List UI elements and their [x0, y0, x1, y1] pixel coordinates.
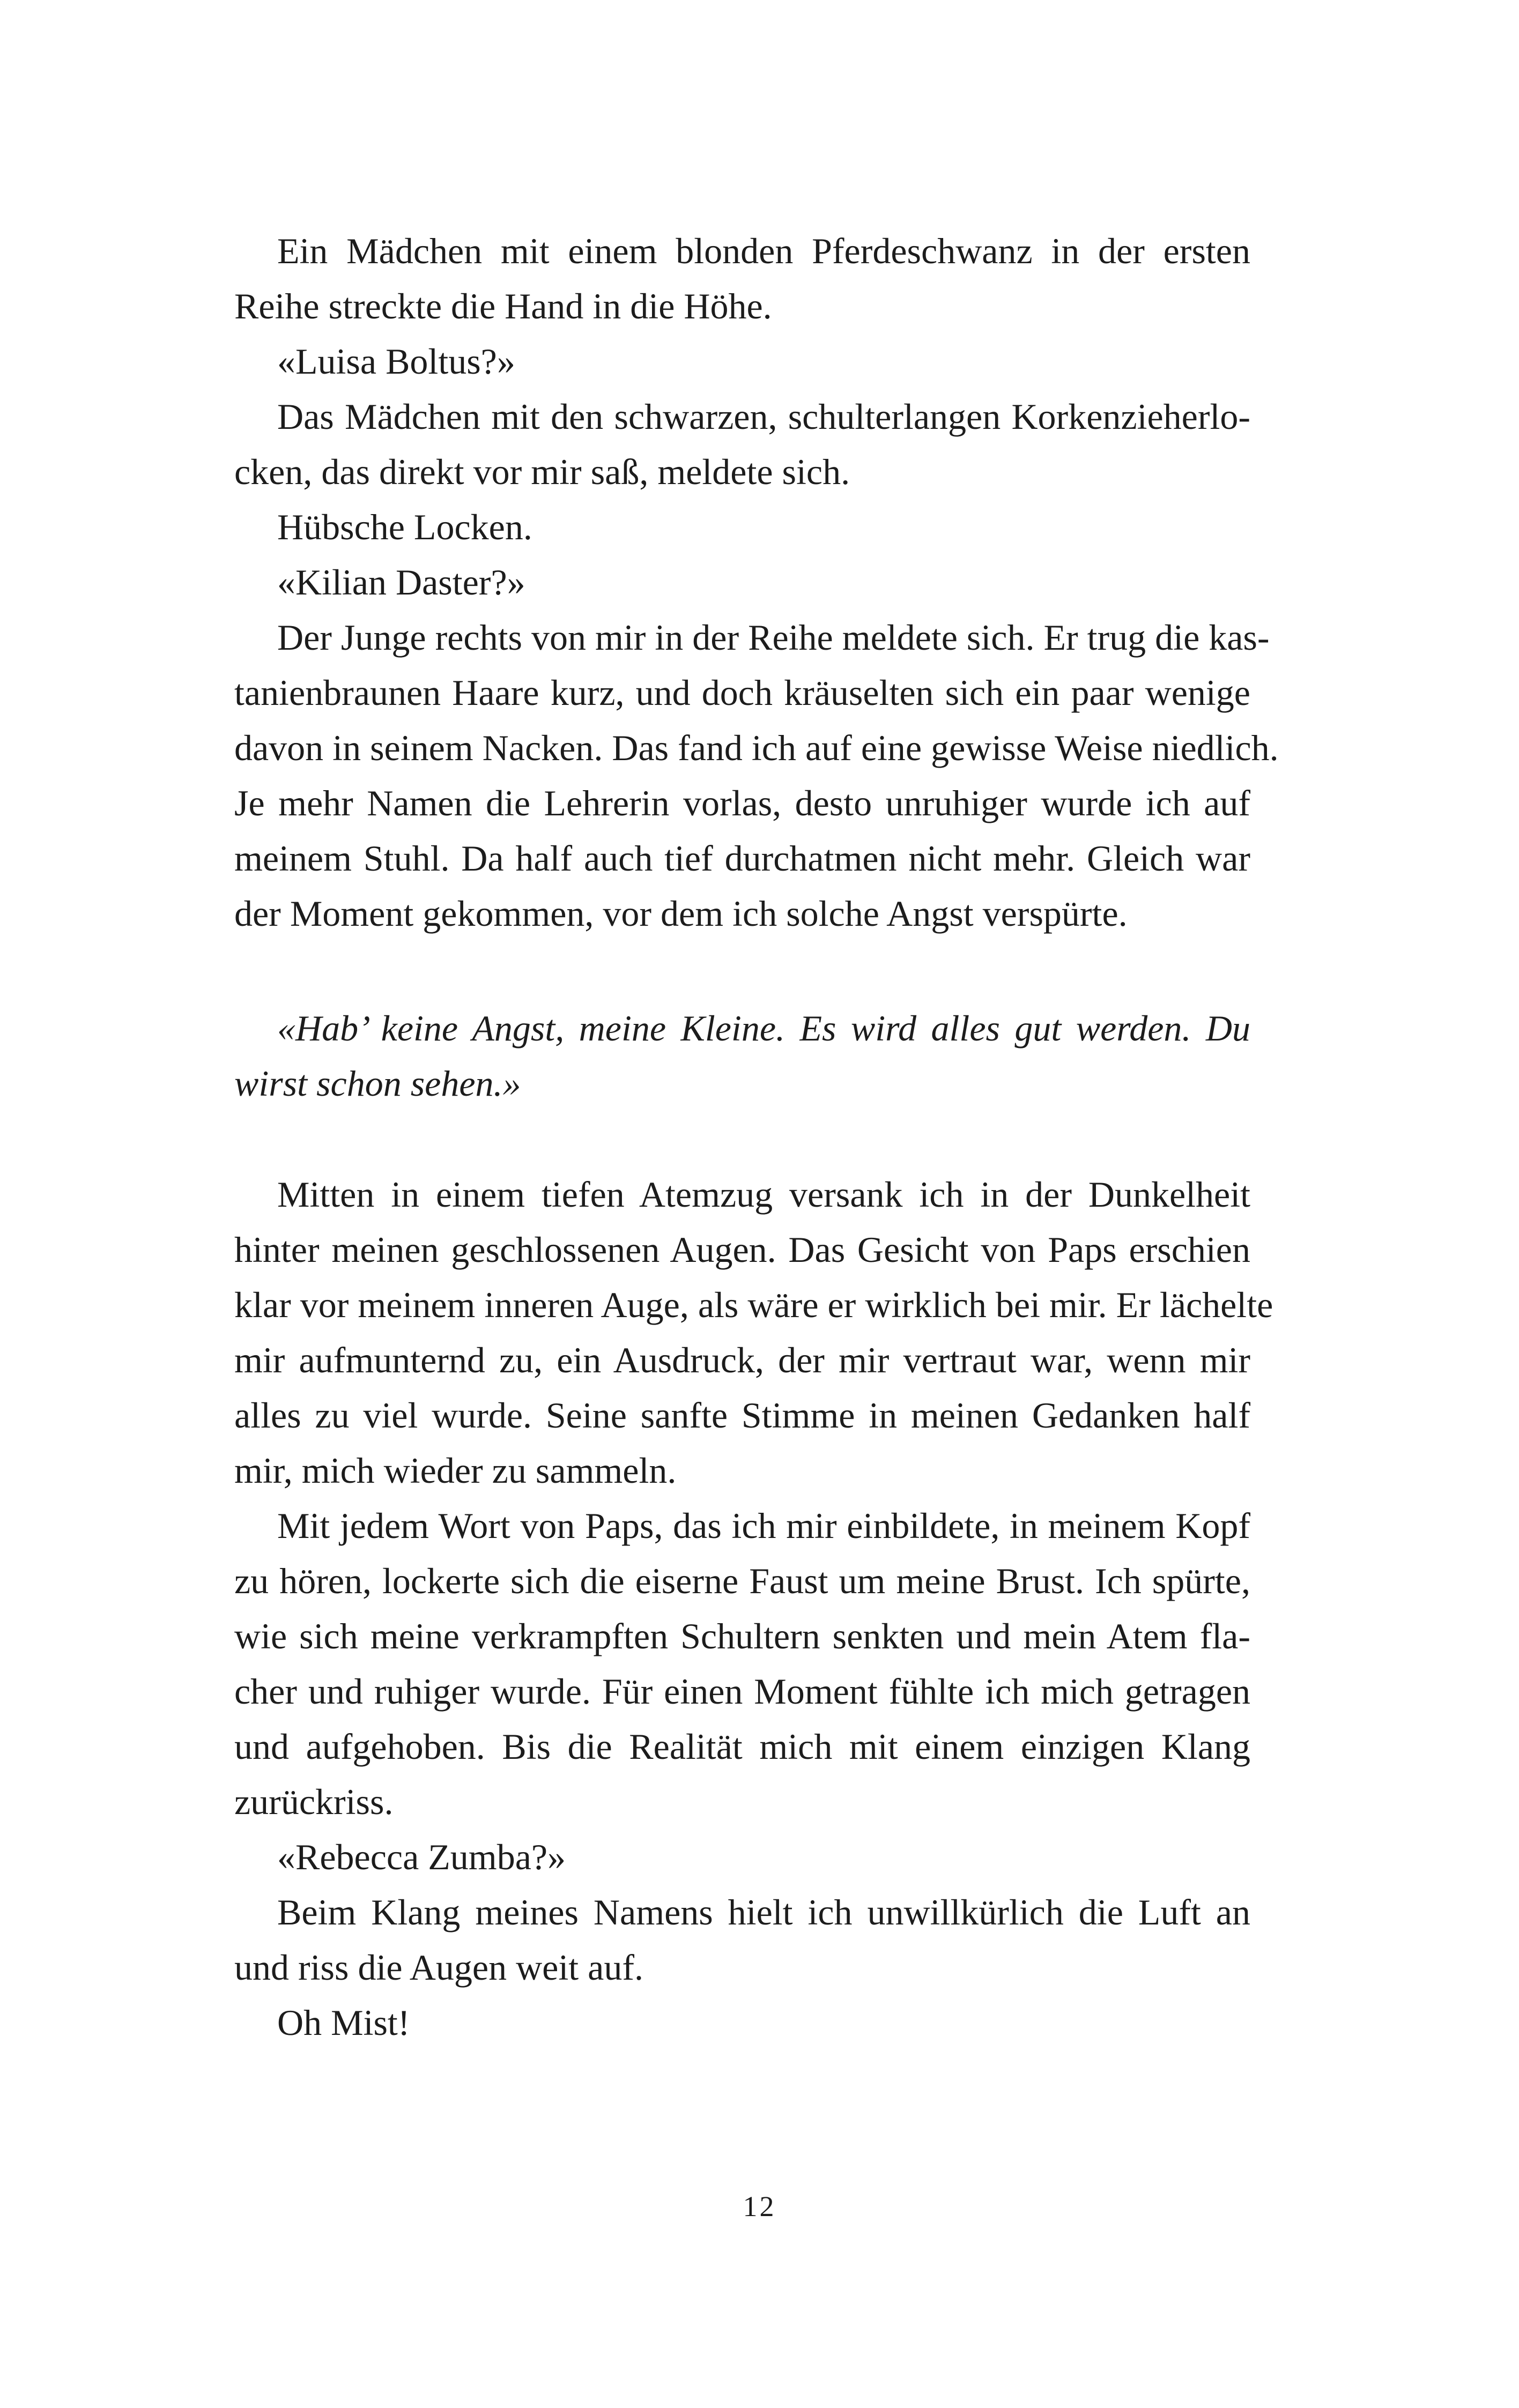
text-line: Oh Mist!	[277, 2002, 410, 2043]
text-line: wirst schon sehen.»	[234, 1063, 521, 1104]
text-line: Je mehr Namen die Lehrerin vorlas, desto unruhiger wurde ich auf	[234, 783, 1250, 823]
text-line: klar vor meinem inneren Auge, als wäre er wirklich bei mir. Er lächelte	[234, 1284, 1273, 1325]
text-line: meinem Stuhl. Da half auch tief durchatmen nicht mehr. Gleich war	[234, 838, 1250, 879]
text-line: mir aufmunternd zu, ein Ausdruck, der mir vertraut war, wenn mir	[234, 1340, 1250, 1380]
text-line: wie sich meine verkrampften Schultern senkten und mein Atem fla-	[234, 1616, 1250, 1656]
paragraphs-roll-call	[234, 224, 1279, 941]
italic-memory-quote	[234, 1001, 1250, 1111]
text-line: Das Mädchen mit den schwarzen, schulterlangen Korkenzieherlo-	[277, 396, 1250, 437]
text-line: und aufgehoben. Bis die Realität mich mit einem einzigen Klang	[234, 1726, 1250, 1767]
text-line: «Hab’ keine Angst, meine Kleine. Es wird alles gut werden. Du	[277, 1008, 1250, 1049]
text-line: «Rebecca Zumba?»	[277, 1837, 566, 1877]
text-line: cken, das direkt vor mir saß, meldete sich.	[234, 451, 850, 492]
text-line: Ein Mädchen mit einem blonden Pferdeschwanz in der ersten	[277, 231, 1250, 271]
text-line: alles zu viel wurde. Seine sanfte Stimme in meinen Gedanken half	[234, 1395, 1250, 1436]
text-line: Mit jedem Wort von Paps, das ich mir einbildete, in meinem Kopf	[277, 1505, 1250, 1546]
text-line: cher und ruhiger wurde. Für einen Moment fühlte ich mich getragen	[234, 1671, 1250, 1712]
text-line: Hübsche Locken.	[277, 507, 532, 547]
text-line: «Kilian Daster?»	[277, 562, 525, 603]
text-line: «Luisa Boltus?»	[277, 341, 515, 382]
text-line: Beim Klang meines Namens hielt ich unwillkürlich die Luft an	[277, 1892, 1250, 1933]
text-line: tanienbraunen Haare kurz, und doch kräuselten sich ein paar wenige	[234, 672, 1250, 713]
text-line: zurückriss.	[234, 1781, 394, 1822]
text-line: davon in seinem Nacken. Das fand ich auf eine gewisse Weise niedlich.	[234, 727, 1279, 768]
text-line: Der Junge rechts von mir in der Reihe meldete sich. Er trug die kas-	[277, 617, 1270, 658]
text-line: mir, mich wieder zu sammeln.	[234, 1450, 677, 1491]
text-line: zu hören, lockerte sich die eiserne Faust um meine Brust. Ich spürte,	[234, 1560, 1250, 1601]
text-line: und riss die Augen weit auf.	[234, 1947, 643, 1988]
text-line: hinter meinen geschlossenen Augen. Das Gesicht von Paps erschien	[234, 1229, 1250, 1270]
page-number: 12	[743, 2190, 776, 2223]
text-line: Reihe streckte die Hand in die Höhe.	[234, 286, 772, 326]
text-line: der Moment gekommen, vor dem ich solche Angst verspürte.	[234, 893, 1128, 934]
paragraphs-reflection	[234, 1167, 1273, 2050]
text-line: Mitten in einem tiefen Atemzug versank ich in der Dunkelheit	[277, 1174, 1250, 1215]
